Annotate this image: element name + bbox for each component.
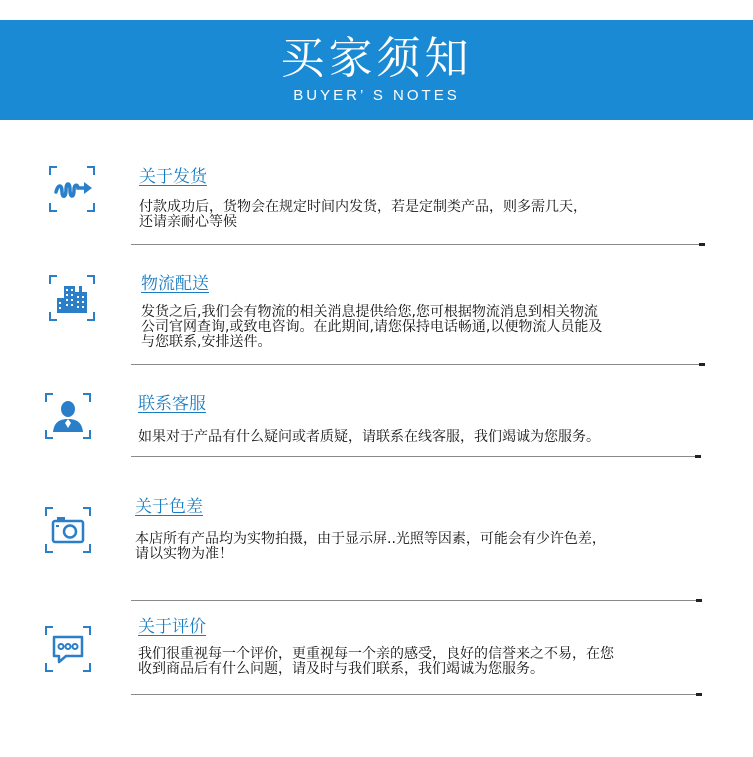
chat-review-icon [44,625,92,673]
section-text [141,305,711,350]
section-title: 物流配送 [141,274,209,294]
divider [131,456,695,457]
section-title: 关于评价 [138,617,206,637]
buildings-icon [48,274,96,322]
section-title: 关于色差 [135,497,203,517]
section-text [135,532,705,562]
customer-service-icon [44,392,92,440]
text-line: 本店所有产品均为实物拍摄，由于显示屏..光照等因素，可能会有少许色差， [135,531,606,547]
text-line: 如果对于产品有什么疑问或者质疑，请联系在线客服，我们竭诚为您服务。 [138,429,600,445]
section-shipping [0,160,753,250]
text-line: 我们很重视每一个评价，更重视每一个亲的感受，良好的信誉来之不易，在您 [138,646,614,662]
page-subtitle: BUYER’ S NOTES [293,87,460,104]
divider-end-mark [699,243,705,246]
section-text [139,200,709,230]
section-color-difference [0,492,753,607]
shipping-icon [48,165,96,213]
section-reviews [0,614,753,704]
section-contact-service [0,388,753,463]
section-logistics [0,268,753,374]
divider-end-mark [699,363,705,366]
header-banner [0,20,753,120]
text-line: 与您联系,安排送件。 [141,334,272,350]
text-line: 请以实物为准！ [135,546,233,562]
section-title: 联系客服 [138,394,206,414]
text-line: 还请亲耐心等候 [139,214,237,230]
divider [131,364,699,365]
page-title: 买家须知 [280,33,473,84]
divider [131,244,699,245]
text-line: 付款成功后，货物会在规定时间内发货，若是定制类产品，则多需几天， [139,199,587,215]
section-title: 关于发货 [139,167,207,187]
divider [131,694,696,695]
text-line: 公司官网查询,或致电咨询。在此期间,请您保持电话畅通,以便物流人员能及 [141,319,603,335]
text-line: 发货之后,我们会有物流的相关消息提供给您,您可根据物流消息到相关物流 [141,304,598,320]
text-line: 收到商品后有什么问题，请及时与我们联系，我们竭诚为您服务。 [138,661,544,677]
camera-icon [44,506,92,554]
divider-end-mark [696,599,702,602]
divider-end-mark [695,455,701,458]
section-text [138,430,708,445]
divider-end-mark [696,693,702,696]
section-text [138,647,708,677]
divider [131,600,696,601]
